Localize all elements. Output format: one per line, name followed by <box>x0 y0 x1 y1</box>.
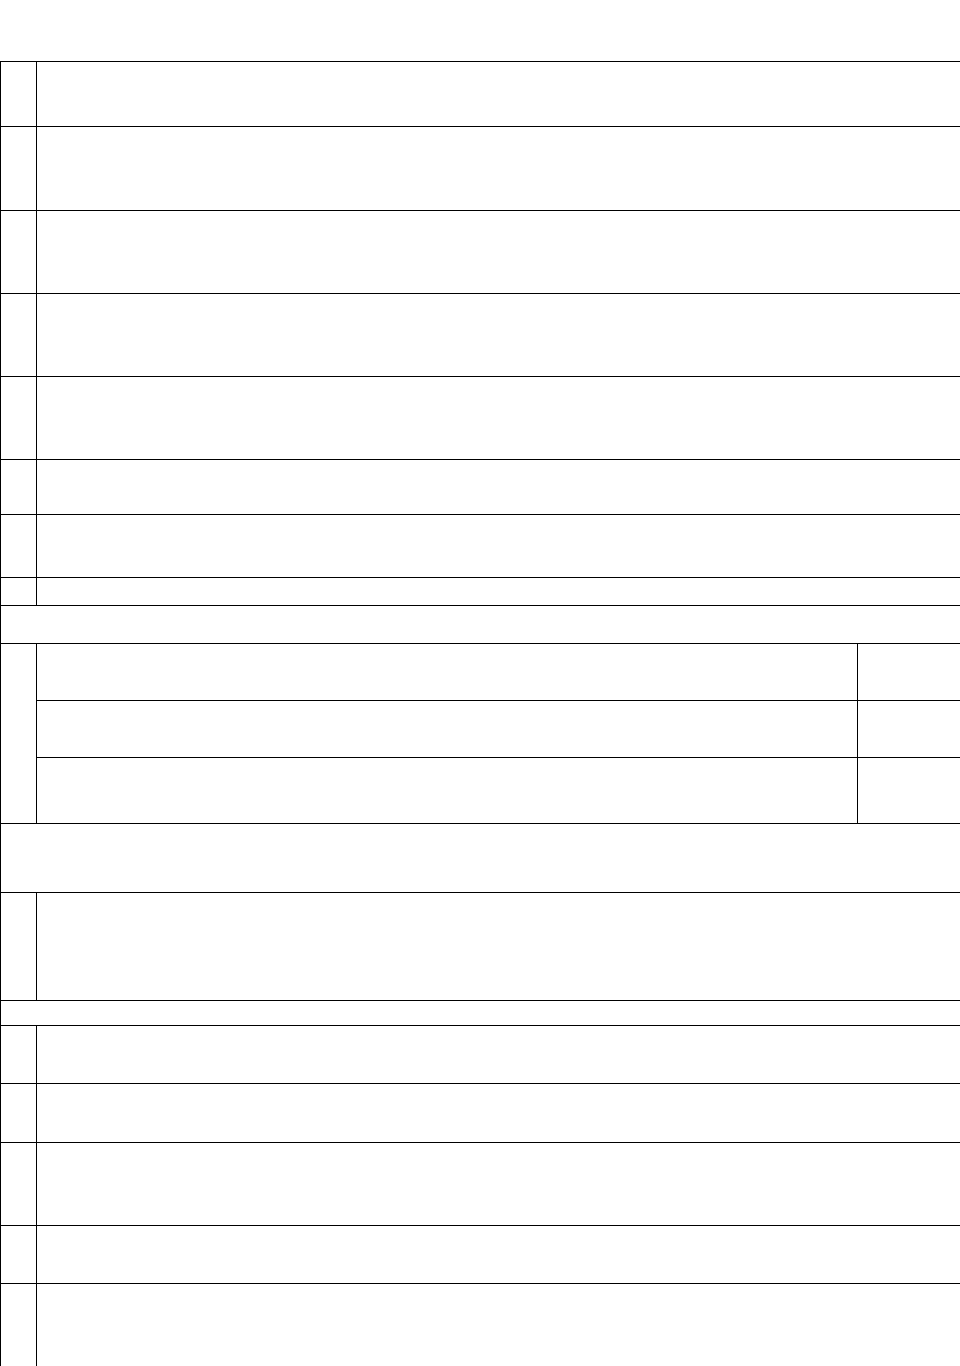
table-rule <box>36 892 37 1000</box>
table-rule <box>0 61 960 62</box>
table-rule <box>0 61 1 1366</box>
table-rule <box>0 1083 960 1084</box>
table-rule <box>0 577 960 578</box>
table-rule <box>0 643 960 644</box>
table-rule <box>857 643 858 823</box>
table-rule <box>0 293 960 294</box>
table-rule <box>36 61 37 605</box>
table-rule <box>0 1283 960 1284</box>
table-rule <box>0 892 960 893</box>
table-rule <box>0 126 960 127</box>
table-rule <box>0 1025 960 1026</box>
table-rule <box>0 376 960 377</box>
table-rule <box>0 605 960 606</box>
table-rule <box>0 1225 960 1226</box>
table-rule <box>0 514 960 515</box>
table-rule <box>0 210 960 211</box>
table-rule <box>0 1142 960 1143</box>
table-rule <box>36 700 960 701</box>
table-rule <box>0 1000 960 1001</box>
table-rule <box>0 823 960 824</box>
table-rule <box>36 757 960 758</box>
table-rule <box>36 643 37 823</box>
table-rule <box>36 1025 37 1366</box>
table-rule <box>0 459 960 460</box>
